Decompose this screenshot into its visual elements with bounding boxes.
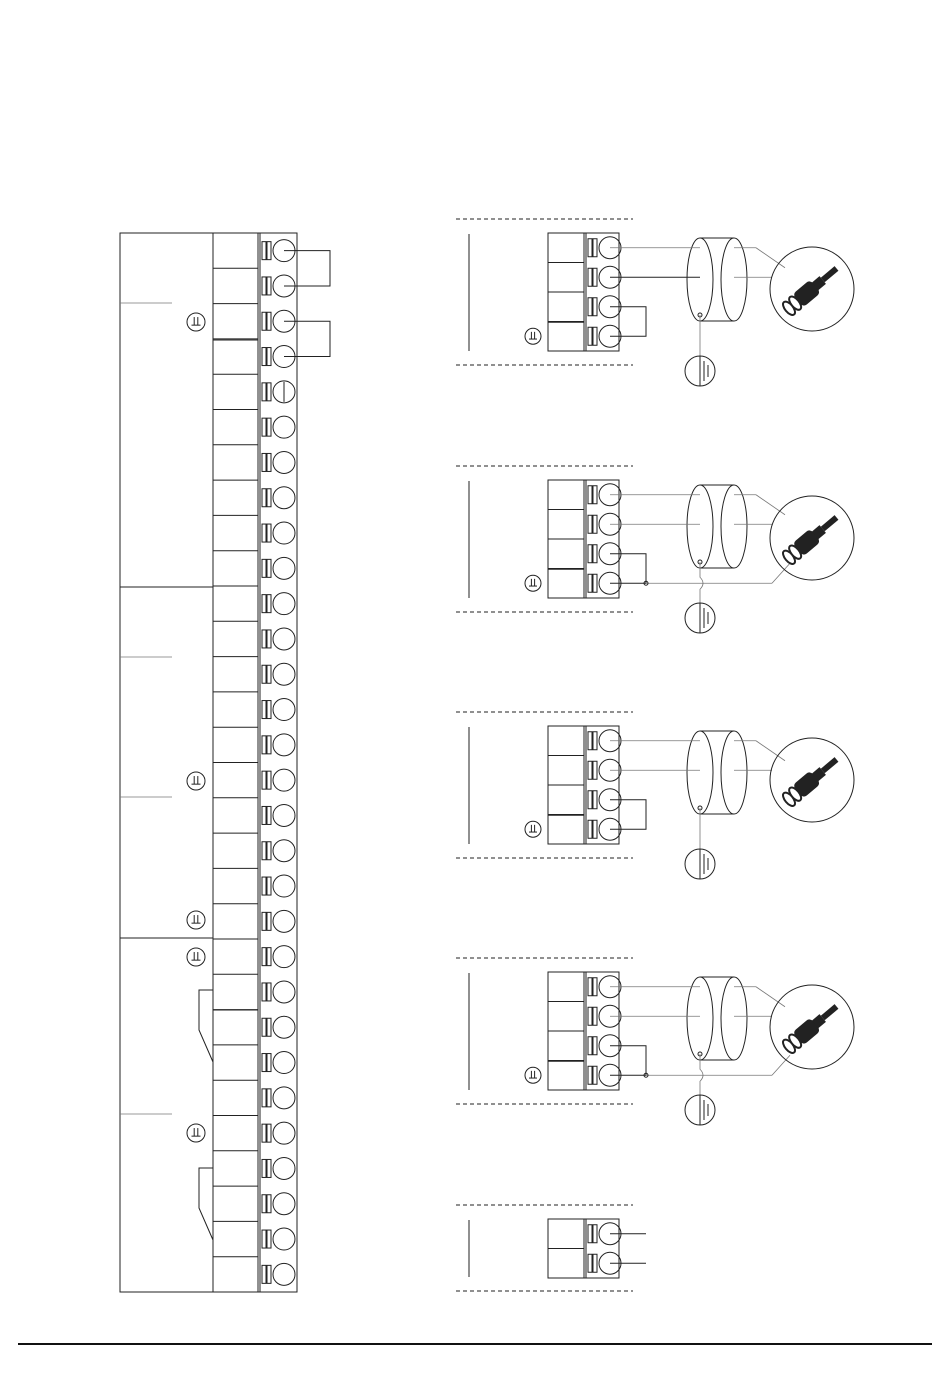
terminal-slot <box>262 842 266 860</box>
terminal-slot <box>593 978 597 996</box>
screw-head <box>273 875 295 897</box>
screw-head <box>273 451 295 473</box>
screw-terminal <box>262 487 295 509</box>
earth-symbol-icon <box>187 911 205 929</box>
terminal-slot <box>267 277 271 295</box>
terminal-slot <box>262 1124 266 1142</box>
terminal-slot <box>588 574 592 592</box>
terminal-slot <box>593 239 597 257</box>
terminal-slot <box>593 732 597 750</box>
bridge-wire <box>610 307 646 337</box>
sensor-block <box>456 712 854 879</box>
terminal-slot <box>593 515 597 533</box>
terminal-slot <box>588 820 592 838</box>
terminal-slot <box>262 1018 266 1036</box>
terminal-slot <box>593 545 597 563</box>
proximity-sensor-icon <box>770 247 854 331</box>
screw-head <box>273 946 295 968</box>
screw-head <box>273 699 295 721</box>
terminal-slot <box>267 630 271 648</box>
screw-head <box>273 1087 295 1109</box>
bridge-wire <box>610 554 646 584</box>
terminal-slot <box>262 418 266 436</box>
sensor-block <box>456 1205 646 1291</box>
sensor-block <box>456 958 854 1125</box>
terminal-slot <box>593 791 597 809</box>
screw-head <box>273 1016 295 1038</box>
screw-head <box>273 593 295 615</box>
earth-symbol-icon <box>525 821 541 837</box>
terminal-slot <box>262 630 266 648</box>
cable-shield <box>687 238 747 321</box>
terminal-slot <box>262 1230 266 1248</box>
bridge-wire <box>610 800 646 830</box>
terminal-slot <box>588 791 592 809</box>
terminal-slot <box>262 489 266 507</box>
terminal-slot <box>262 348 266 366</box>
earth-symbol-icon <box>187 313 205 331</box>
terminal-slot <box>593 298 597 316</box>
screw-head <box>273 1157 295 1179</box>
terminal-slot <box>593 327 597 345</box>
sensor-block <box>456 219 854 386</box>
terminal-slot <box>267 418 271 436</box>
screw-head <box>273 840 295 862</box>
terminal-slot <box>588 761 592 779</box>
screw-head <box>273 804 295 826</box>
terminal-slot <box>267 524 271 542</box>
terminal-slot <box>262 312 266 330</box>
terminal-slot <box>262 277 266 295</box>
earth-symbol-icon <box>525 575 541 591</box>
terminal-slot <box>267 383 271 401</box>
screw-terminal <box>262 628 295 650</box>
screw-terminal <box>262 557 295 579</box>
cable-shield <box>687 731 747 814</box>
terminal-slot <box>267 1124 271 1142</box>
screw-head <box>273 628 295 650</box>
terminal-slot <box>262 595 266 613</box>
terminal-slot <box>262 665 266 683</box>
terminal-slot <box>262 383 266 401</box>
screw-head <box>273 522 295 544</box>
terminal-slot <box>267 665 271 683</box>
terminal-slot <box>267 736 271 754</box>
screw-terminal <box>262 416 295 438</box>
screw-terminal <box>262 1228 295 1250</box>
screw-head <box>273 769 295 791</box>
ground-symbol-icon <box>685 849 715 879</box>
proximity-sensor-icon <box>770 985 854 1069</box>
terminal-slot <box>267 842 271 860</box>
screw-head <box>273 557 295 579</box>
terminal-slot <box>593 1066 597 1084</box>
terminal-slot <box>593 486 597 504</box>
screw-terminal <box>262 663 295 685</box>
screw-head <box>273 416 295 438</box>
screw-terminal <box>262 1052 295 1074</box>
jumper-wire <box>284 251 330 286</box>
terminal-slot <box>262 983 266 1001</box>
terminal-slot <box>593 1007 597 1025</box>
terminal-slot <box>588 515 592 533</box>
screw-head <box>273 1122 295 1144</box>
terminal-slot <box>267 1018 271 1036</box>
screw-terminal <box>262 522 295 544</box>
terminal-slot <box>262 1089 266 1107</box>
terminal-slot <box>267 948 271 966</box>
screw-terminal <box>262 699 295 721</box>
screw-head <box>273 981 295 1003</box>
screw-terminal <box>262 769 295 791</box>
screw-terminal <box>262 981 295 1003</box>
terminal-slot <box>593 1254 597 1272</box>
terminal-slot <box>262 453 266 471</box>
screw-terminal <box>262 1016 295 1038</box>
proximity-sensor-icon <box>770 496 854 580</box>
terminal-slot <box>267 595 271 613</box>
terminal-slot <box>262 806 266 824</box>
earth-symbol-icon <box>187 1124 205 1142</box>
terminal-slot <box>262 242 266 260</box>
terminal-slot <box>588 1225 592 1243</box>
terminal-slot <box>267 806 271 824</box>
screw-terminal <box>262 910 295 932</box>
terminal-slot <box>588 1254 592 1272</box>
terminal-slot <box>267 1054 271 1072</box>
earth-symbol-icon <box>187 948 205 966</box>
sensor-wiring-blocks <box>456 219 854 1291</box>
ground-symbol-icon <box>685 356 715 386</box>
screw-terminal <box>262 840 295 862</box>
screw-terminal <box>262 593 295 615</box>
terminal-slot <box>588 327 592 345</box>
screw-head <box>273 734 295 756</box>
terminal-slot <box>267 489 271 507</box>
ground-symbol-icon <box>685 1095 715 1125</box>
terminal-slot <box>267 771 271 789</box>
screw-head <box>273 1228 295 1250</box>
terminal-slot <box>588 1037 592 1055</box>
terminal-slot <box>262 559 266 577</box>
terminal-slot <box>588 732 592 750</box>
terminal-slot <box>588 268 592 286</box>
screw-terminal <box>262 1263 295 1285</box>
screw-terminal <box>262 1193 295 1215</box>
terminal-slot <box>593 574 597 592</box>
switch-contact <box>199 990 213 1062</box>
sensor-block <box>456 466 854 633</box>
screw-terminal <box>262 1157 295 1179</box>
earth-symbol-icon <box>525 328 541 344</box>
screw-head <box>273 1193 295 1215</box>
terminal-slot <box>267 242 271 260</box>
screw-head <box>273 1052 295 1074</box>
screw-head <box>273 1263 295 1285</box>
terminal-slot <box>588 486 592 504</box>
terminal-slot <box>267 912 271 930</box>
terminal-slot <box>267 559 271 577</box>
terminal-slot <box>267 877 271 895</box>
terminal-slot <box>262 877 266 895</box>
terminal-slot <box>588 239 592 257</box>
screw-terminal <box>262 1122 295 1144</box>
terminal-slot <box>267 453 271 471</box>
cable-shield <box>687 485 747 568</box>
earth-symbol-icon <box>525 1067 541 1083</box>
bridge-wire <box>610 1046 646 1076</box>
terminal-slot <box>593 1037 597 1055</box>
screw-terminal <box>262 946 295 968</box>
ground-symbol-icon <box>685 603 715 633</box>
jumper-wire <box>284 321 330 356</box>
terminal-slot <box>588 1066 592 1084</box>
terminal-slot <box>262 948 266 966</box>
earth-symbol-icon <box>187 772 205 790</box>
terminal-slot <box>267 1159 271 1177</box>
terminal-slot <box>262 1159 266 1177</box>
terminal-slot <box>593 820 597 838</box>
terminal-slot <box>262 736 266 754</box>
strip-outline <box>120 233 297 1292</box>
terminal-slot <box>593 761 597 779</box>
screw-head <box>273 487 295 509</box>
screw-head <box>273 910 295 932</box>
terminal-slot <box>262 1265 266 1283</box>
cable-shield <box>687 977 747 1060</box>
terminal-slot <box>588 978 592 996</box>
proximity-sensor-icon <box>770 738 854 822</box>
terminal-slot <box>267 983 271 1001</box>
terminal-slot <box>262 1054 266 1072</box>
terminal-slot <box>267 312 271 330</box>
terminal-slot <box>262 524 266 542</box>
terminal-slot <box>262 1195 266 1213</box>
terminal-slot <box>267 1265 271 1283</box>
terminal-slot <box>267 1230 271 1248</box>
screw-head <box>273 663 295 685</box>
terminal-slot <box>262 701 266 719</box>
terminal-slot <box>267 701 271 719</box>
switch-contact <box>199 1168 213 1240</box>
screw-terminal <box>262 381 295 403</box>
screw-terminal <box>262 875 295 897</box>
terminal-slot <box>593 1225 597 1243</box>
terminal-slot <box>267 1195 271 1213</box>
terminal-slot <box>267 1089 271 1107</box>
terminal-slot <box>593 268 597 286</box>
screw-terminal <box>262 734 295 756</box>
terminal-slot <box>267 348 271 366</box>
terminal-slot <box>588 1007 592 1025</box>
terminal-slot <box>588 545 592 563</box>
screw-terminal <box>262 1087 295 1109</box>
terminal-slot <box>262 912 266 930</box>
main-terminal-strip <box>120 233 330 1292</box>
screw-terminal <box>262 804 295 826</box>
terminal-slot <box>262 771 266 789</box>
terminal-slot <box>588 298 592 316</box>
screw-terminal <box>262 451 295 473</box>
